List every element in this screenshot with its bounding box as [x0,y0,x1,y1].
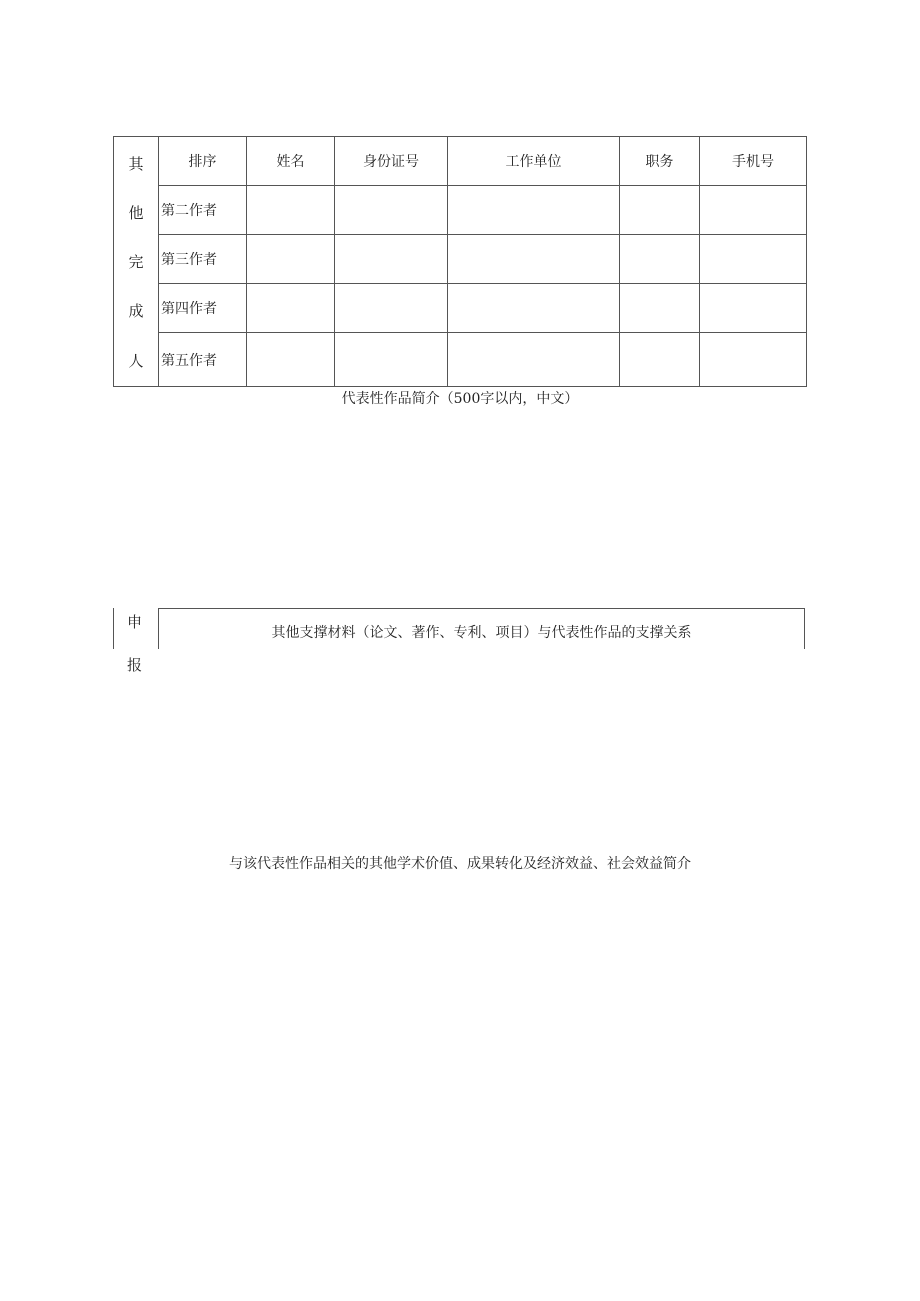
vertical-label-char: 他 [128,203,144,222]
vertical-label-char: 完 [128,253,144,271]
other-authors-label-cell [114,137,159,387]
table-row [114,235,807,284]
table-header-row [114,137,807,186]
author-id-number-cell[interactable] [335,333,448,387]
author-employer-cell[interactable] [448,333,620,387]
support-materials-box [158,608,805,649]
header-order: 排序 [159,137,247,186]
author-mobile-cell[interactable] [700,186,807,235]
header-id-number: 身份证号 [335,137,448,186]
header-position: 职务 [620,137,700,186]
other-authors-vertical-label [114,153,158,371]
author-id-number-cell[interactable] [335,284,448,333]
author-mobile-cell[interactable] [700,235,807,284]
table-row [114,333,807,387]
author-id-number-cell[interactable] [335,235,448,284]
work-intro-content[interactable] [158,412,805,602]
work-intro-title: 代表性作品简介（500字以内，中文） [341,391,579,407]
author-name-cell[interactable] [247,235,335,284]
author-mobile-cell[interactable] [700,333,807,387]
author-employer-cell[interactable] [448,284,620,333]
support-materials-content[interactable] [158,652,805,842]
author-employer-cell[interactable] [448,186,620,235]
header-mobile: 手机号 [700,137,807,186]
support-materials-title: 其他支撑材料（论文、著作、专利、项目）与代表性作品的支撑关系 [271,625,692,641]
author-name-cell[interactable] [247,284,335,333]
author-order-cell: 第四作者 [159,284,247,333]
vertical-label-char: 其 [128,154,144,173]
author-position-cell[interactable] [620,284,700,333]
author-position-cell[interactable] [620,186,700,235]
header-name: 姓名 [247,137,335,186]
author-name-cell[interactable] [247,333,335,387]
other-authors-table [113,136,807,387]
vertical-label-char: 人 [128,351,144,370]
author-order-cell: 第三作者 [159,235,247,284]
author-name-cell[interactable] [247,186,335,235]
apply-label-char: 报 [127,656,143,674]
value-section-title: 与该代表性作品相关的其他学术价值、成果转化及经济效益、社会效益简介 [229,856,691,872]
author-employer-cell[interactable] [448,235,620,284]
table-row [114,284,807,333]
value-section-content[interactable] [158,880,805,1240]
author-position-cell[interactable] [620,333,700,387]
author-mobile-cell[interactable] [700,284,807,333]
author-order-cell: 第二作者 [159,186,247,235]
author-position-cell[interactable] [620,235,700,284]
header-employer: 工作单位 [448,137,620,186]
vertical-label-char: 成 [128,302,144,321]
apply-section-divider [113,608,114,649]
author-order-cell: 第五作者 [159,333,247,387]
table-row [114,186,807,235]
author-id-number-cell[interactable] [335,186,448,235]
apply-label-char: 申 [127,613,143,631]
